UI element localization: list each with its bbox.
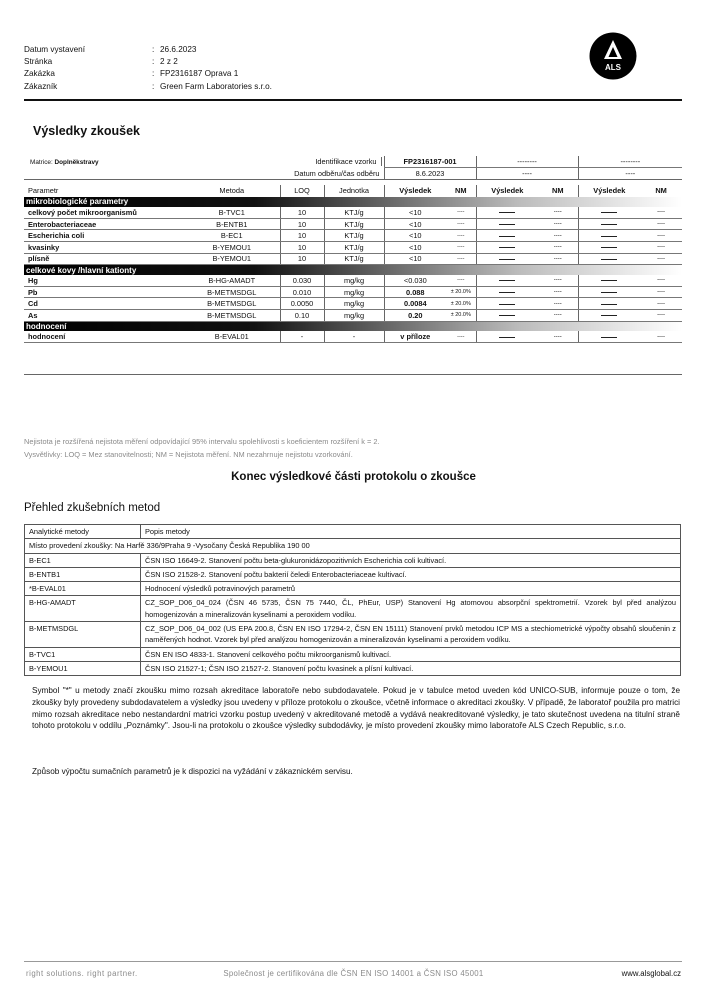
empty-result bbox=[476, 275, 538, 287]
result-method: B-METMSDGL bbox=[184, 310, 280, 322]
method-description: Hodnocení výsledků potravinových parametrů bbox=[141, 582, 681, 596]
result-row bbox=[24, 298, 682, 310]
result-method: B-YEMOU1 bbox=[184, 253, 280, 265]
result-method: B-HG-AMADT bbox=[184, 275, 280, 287]
result-row bbox=[24, 331, 682, 343]
empty-nm: ---- bbox=[640, 253, 682, 265]
sample-date-2: ---- bbox=[476, 168, 578, 180]
empty-result bbox=[578, 230, 640, 242]
result-nm: ± 20.0% bbox=[446, 286, 476, 298]
method-code: *B-EVAL01 bbox=[25, 582, 141, 596]
uncertainty-notes bbox=[24, 436, 380, 461]
method-description: ČSN ISO 21527-1; ČSN ISO 21527-2. Stanovení počtu kvasinek a plísní kultivací. bbox=[141, 661, 681, 675]
dash-line bbox=[499, 304, 515, 305]
result-nm: ---- bbox=[446, 242, 476, 254]
result-param: Hg bbox=[24, 275, 184, 287]
empty-nm: ---- bbox=[538, 331, 578, 343]
empty-result bbox=[578, 275, 640, 287]
result-nm: ---- bbox=[446, 230, 476, 242]
sample-id-label: Identifikace vzorku bbox=[315, 157, 381, 166]
result-value: <10 bbox=[384, 207, 446, 219]
symbol-explanation: Symbol "*" u metody značí zkoušku mimo rozsah akreditace laboratoře nebo subdodavatele. Pokud je v tabulce metod uveden kód UNICO-SUB, informuje pouze o tom, že zkoušky byly provedeny subdodavatelem a výsledky jsou uvedeny v příloze protokolu o zkoušce, včetně informace o akreditaci zkoušky. V případě, že laboratoř použila pro matrici mimo rozsah akreditace nebo nestandardní matrici vzorku postup uvedený v akreditované metodě a vydává neakreditované výsledky, je tato skutečnost uvedena na titulní straně tohoto protokolu v oddílu „Poznámky". Jsou-li na protokolu o zkoušce výsledky subdodávky, je místo provedení zkoušky mimo laboratoře ALS Czech Republic, s.r.o. bbox=[32, 686, 680, 731]
dash-line bbox=[601, 224, 617, 225]
footer-divider bbox=[24, 961, 682, 962]
empty-result bbox=[578, 253, 640, 265]
footer-website-link[interactable]: www.alsglobal.cz bbox=[621, 969, 681, 978]
dash-line bbox=[601, 304, 617, 305]
result-param: Cd bbox=[24, 298, 184, 310]
result-value: <10 bbox=[384, 242, 446, 254]
result-loq: 0.10 bbox=[280, 310, 324, 322]
method-row bbox=[25, 596, 681, 622]
results-table bbox=[24, 156, 682, 343]
method-code: B-ENTB1 bbox=[25, 567, 141, 581]
methods-col-code: Analytické metody bbox=[25, 525, 141, 539]
sample-id-row bbox=[24, 156, 682, 168]
empty-result bbox=[578, 207, 640, 219]
group-name: mikrobiologické parametry bbox=[24, 197, 682, 207]
test-location: Místo provedení zkoušky: Na Harfě 336/9Praha 9 -Vysočany Česká Republika 190 00 bbox=[25, 539, 681, 553]
empty-nm: ---- bbox=[640, 310, 682, 322]
method-row bbox=[25, 582, 681, 596]
result-unit: mg/kg bbox=[324, 275, 384, 287]
col-nm-2: NM bbox=[552, 186, 564, 196]
result-loq: 0.010 bbox=[280, 286, 324, 298]
sample-id-2: -------- bbox=[476, 156, 578, 168]
dash-line bbox=[499, 259, 515, 260]
empty-nm: ---- bbox=[538, 275, 578, 287]
col-vysledek-2: Výsledek bbox=[476, 185, 538, 197]
result-param: As bbox=[24, 310, 184, 322]
result-method: B-YEMOU1 bbox=[184, 242, 280, 254]
result-nm: ---- bbox=[446, 207, 476, 219]
result-row bbox=[24, 230, 682, 242]
empty-result bbox=[578, 310, 640, 322]
result-row bbox=[24, 275, 682, 287]
end-of-results-title: Konec výsledkové části protokolu o zkoušce bbox=[231, 471, 476, 483]
group-header-row bbox=[24, 197, 682, 207]
footer-slogan: right solutions. right partner. bbox=[26, 969, 138, 978]
note-line-1: Nejistota je rozšířená nejistota měření odpovídající 95% intervalu spolehlivosti s koeficientem rozšíření k = 2. bbox=[24, 437, 380, 446]
header-row-order: Zakázka : FP2316187 Oprava 1 bbox=[24, 69, 239, 79]
method-code: B-HG-AMADT bbox=[25, 596, 141, 622]
result-param: kvasinky bbox=[24, 242, 184, 254]
method-description: CZ_SOP_D06_04_002 (US EPA 200.8, ČSN EN ISO 17294-2, ČSN EN 15111) Stanovení prvků metodou ICP MS a stechiometrické výpočty obsahů sloučenin z naměřených hodnot. Vzorek byl před analýzou homogenizován a mineralizován kyselinami a peroxidem vodíku. bbox=[141, 622, 681, 648]
result-value: <0.030 bbox=[384, 275, 446, 287]
result-unit: KTJ/g bbox=[324, 230, 384, 242]
result-method: B-METMSDGL bbox=[184, 286, 280, 298]
empty-result bbox=[476, 331, 538, 343]
empty-nm: ---- bbox=[640, 242, 682, 254]
result-param: Pb bbox=[24, 286, 184, 298]
method-description: CZ_SOP_D06_04_024 (ČSN 46 5735, ČSN 75 7440, ČL, PhEur, USP) Stanovení Hg atomovou absorpční spektrometrií. Vzorek byl před analýzou homogenizován a mineralizován kyselinami a peroxidem vodíku. bbox=[141, 596, 681, 622]
results-title: Výsledky zkoušek bbox=[33, 124, 141, 138]
column-header-row bbox=[24, 185, 682, 197]
matrix-label: Matrice: bbox=[30, 159, 53, 166]
result-method: B-EC1 bbox=[184, 230, 280, 242]
method-description: ČSN ISO 21528-2. Stanovení počtu bakterií čeledi Enterobacteriaceae kultivací. bbox=[141, 567, 681, 581]
empty-nm: ---- bbox=[538, 218, 578, 230]
dash-line bbox=[601, 247, 617, 248]
method-description: ČSN EN ISO 4833-1. Stanovení celkového počtu mikroorganismů kultivací. bbox=[141, 647, 681, 661]
result-nm: ---- bbox=[446, 331, 476, 343]
als-logo-icon bbox=[589, 32, 637, 80]
result-param: hodnocení bbox=[24, 331, 184, 343]
result-nm: ± 20.0% bbox=[446, 298, 476, 310]
dash-line bbox=[499, 315, 515, 316]
result-row bbox=[24, 218, 682, 230]
result-loq: 10 bbox=[280, 218, 324, 230]
sample-id-1: FP2316187-001 bbox=[384, 156, 476, 168]
method-row bbox=[25, 647, 681, 661]
empty-nm: ---- bbox=[640, 207, 682, 219]
matrix-value: Doplněkstravy bbox=[54, 159, 99, 166]
empty-result bbox=[578, 286, 640, 298]
result-row bbox=[24, 207, 682, 219]
result-nm: ---- bbox=[446, 218, 476, 230]
result-loq: 10 bbox=[280, 253, 324, 265]
result-row bbox=[24, 253, 682, 265]
dash-line bbox=[601, 280, 617, 281]
empty-result bbox=[476, 218, 538, 230]
result-loq: - bbox=[280, 331, 324, 343]
result-row bbox=[24, 242, 682, 254]
header-row-customer: Zákazník : Green Farm Laboratories s.r.o. bbox=[24, 81, 272, 91]
dash-line bbox=[499, 224, 515, 225]
note-line-2: Vysvětlivky: LOQ = Mez stanovitelnosti; NM = Nejistota měření. NM nezahrnuje nejistotu vzorkování. bbox=[24, 449, 353, 459]
result-value: v příloze bbox=[384, 331, 446, 343]
result-unit: mg/kg bbox=[324, 310, 384, 322]
col-metoda: Metoda bbox=[219, 186, 245, 196]
dash-line bbox=[499, 292, 515, 293]
empty-nm: ---- bbox=[640, 298, 682, 310]
result-param: plísně bbox=[24, 253, 184, 265]
result-method: B-EVAL01 bbox=[184, 331, 280, 343]
empty-nm: ---- bbox=[640, 275, 682, 287]
result-nm: ---- bbox=[446, 253, 476, 265]
result-value: 0.0084 bbox=[384, 298, 446, 310]
empty-nm: ---- bbox=[640, 218, 682, 230]
empty-nm: ---- bbox=[538, 253, 578, 265]
methods-col-desc: Popis metody bbox=[141, 525, 681, 539]
result-loq: 10 bbox=[280, 230, 324, 242]
methods-title: Přehled zkušebních metod bbox=[24, 502, 161, 514]
result-unit: mg/kg bbox=[324, 286, 384, 298]
empty-result bbox=[578, 331, 640, 343]
result-value: 0.20 bbox=[384, 310, 446, 322]
result-nm: ± 20.0% bbox=[446, 310, 476, 322]
sample-date-row bbox=[24, 168, 682, 180]
empty-result bbox=[476, 286, 538, 298]
result-param: celkový počet mikroorganismů bbox=[24, 207, 184, 219]
col-nm-3: NM bbox=[655, 186, 667, 196]
empty-result bbox=[476, 298, 538, 310]
result-nm: ---- bbox=[446, 275, 476, 287]
col-nm-1: NM bbox=[455, 186, 467, 196]
result-unit: KTJ/g bbox=[324, 253, 384, 265]
report-header bbox=[24, 44, 272, 93]
sample-date-label: Datum odběru/čas odběru bbox=[294, 168, 380, 178]
result-unit: mg/kg bbox=[324, 298, 384, 310]
dash-line bbox=[499, 280, 515, 281]
empty-result bbox=[578, 242, 640, 254]
empty-result bbox=[476, 253, 538, 265]
dash-line bbox=[601, 212, 617, 213]
header-row-date: Datum vystavení : 26.6.2023 bbox=[24, 45, 197, 54]
result-unit: - bbox=[324, 331, 384, 343]
result-unit: KTJ/g bbox=[324, 242, 384, 254]
method-description: ČSN ISO 16649-2. Stanovení počtu beta-glukuronidázopozitivních Escherichia coli kultivací. bbox=[141, 553, 681, 567]
group-name: celkové kovy /hlavní kationty bbox=[24, 265, 682, 275]
result-value: 0.088 bbox=[384, 286, 446, 298]
result-row bbox=[24, 310, 682, 322]
method-row bbox=[25, 567, 681, 581]
dash-line bbox=[601, 315, 617, 316]
empty-nm: ---- bbox=[538, 310, 578, 322]
empty-nm: ---- bbox=[538, 286, 578, 298]
results-bottom-rule bbox=[24, 374, 682, 375]
col-parametr: Parametr bbox=[28, 186, 59, 196]
dash-line bbox=[499, 212, 515, 213]
dash-line bbox=[499, 247, 515, 248]
dash-line bbox=[601, 337, 617, 338]
dash-line bbox=[601, 292, 617, 293]
result-value: <10 bbox=[384, 253, 446, 265]
result-row bbox=[24, 286, 682, 298]
methods-location-row bbox=[25, 539, 681, 553]
header-row-page: Stránka : 2 z 2 bbox=[24, 57, 178, 67]
dash-line bbox=[601, 259, 617, 260]
dash-line bbox=[499, 337, 515, 338]
dash-line bbox=[499, 236, 515, 237]
group-header-row bbox=[24, 265, 682, 275]
dash-line bbox=[601, 236, 617, 237]
result-loq: 0.0050 bbox=[280, 298, 324, 310]
col-loq: LOQ bbox=[280, 185, 324, 197]
footer-certification: Společnost je certifikována dle ČSN EN ISO 14001 a ČSN ISO 45001 bbox=[223, 969, 484, 978]
empty-nm: ---- bbox=[538, 207, 578, 219]
empty-result bbox=[476, 242, 538, 254]
method-code: B-YEMOU1 bbox=[25, 661, 141, 675]
sample-date-3: ---- bbox=[578, 168, 682, 180]
method-code: B-TVC1 bbox=[25, 647, 141, 661]
empty-result bbox=[476, 207, 538, 219]
empty-nm: ---- bbox=[640, 230, 682, 242]
col-vysledek-3: Výsledek bbox=[578, 185, 640, 197]
col-jednotka: Jednotka bbox=[324, 185, 384, 197]
result-value: <10 bbox=[384, 230, 446, 242]
result-method: B-TVC1 bbox=[184, 207, 280, 219]
sample-date-1: 8.6.2023 bbox=[415, 168, 445, 178]
empty-result bbox=[578, 298, 640, 310]
result-loq: 0.030 bbox=[280, 275, 324, 287]
method-row bbox=[25, 661, 681, 675]
col-vysledek-1: Výsledek bbox=[384, 185, 446, 197]
empty-result bbox=[476, 310, 538, 322]
empty-nm: ---- bbox=[538, 230, 578, 242]
result-unit: KTJ/g bbox=[324, 218, 384, 230]
empty-nm: ---- bbox=[538, 298, 578, 310]
logo-text: ALS bbox=[605, 63, 621, 72]
result-loq: 10 bbox=[280, 242, 324, 254]
method-row bbox=[25, 553, 681, 567]
header-divider bbox=[24, 99, 682, 101]
methods-table bbox=[24, 524, 680, 676]
result-value: <10 bbox=[384, 218, 446, 230]
empty-result bbox=[476, 230, 538, 242]
result-unit: KTJ/g bbox=[324, 207, 384, 219]
sample-id-3: -------- bbox=[578, 156, 682, 168]
result-loq: 10 bbox=[280, 207, 324, 219]
method-code: B-EC1 bbox=[25, 553, 141, 567]
result-param: Escherichia coli bbox=[24, 230, 184, 242]
empty-nm: ---- bbox=[640, 331, 682, 343]
group-name: hodnocení bbox=[24, 321, 682, 331]
sum-calculation-note: Způsob výpočtu sumačních parametrů je k dispozici na vyžádání v zákaznickém servisu. bbox=[32, 767, 353, 776]
result-method: B-ENTB1 bbox=[184, 218, 280, 230]
method-code: B-METMSDGL bbox=[25, 622, 141, 648]
methods-header-row bbox=[25, 525, 681, 539]
empty-result bbox=[578, 218, 640, 230]
result-param: Enterobacteriaceae bbox=[24, 218, 184, 230]
empty-nm: ---- bbox=[538, 242, 578, 254]
method-row bbox=[25, 622, 681, 648]
result-method: B-METMSDGL bbox=[184, 298, 280, 310]
group-header-row bbox=[24, 321, 682, 331]
empty-nm: ---- bbox=[640, 286, 682, 298]
